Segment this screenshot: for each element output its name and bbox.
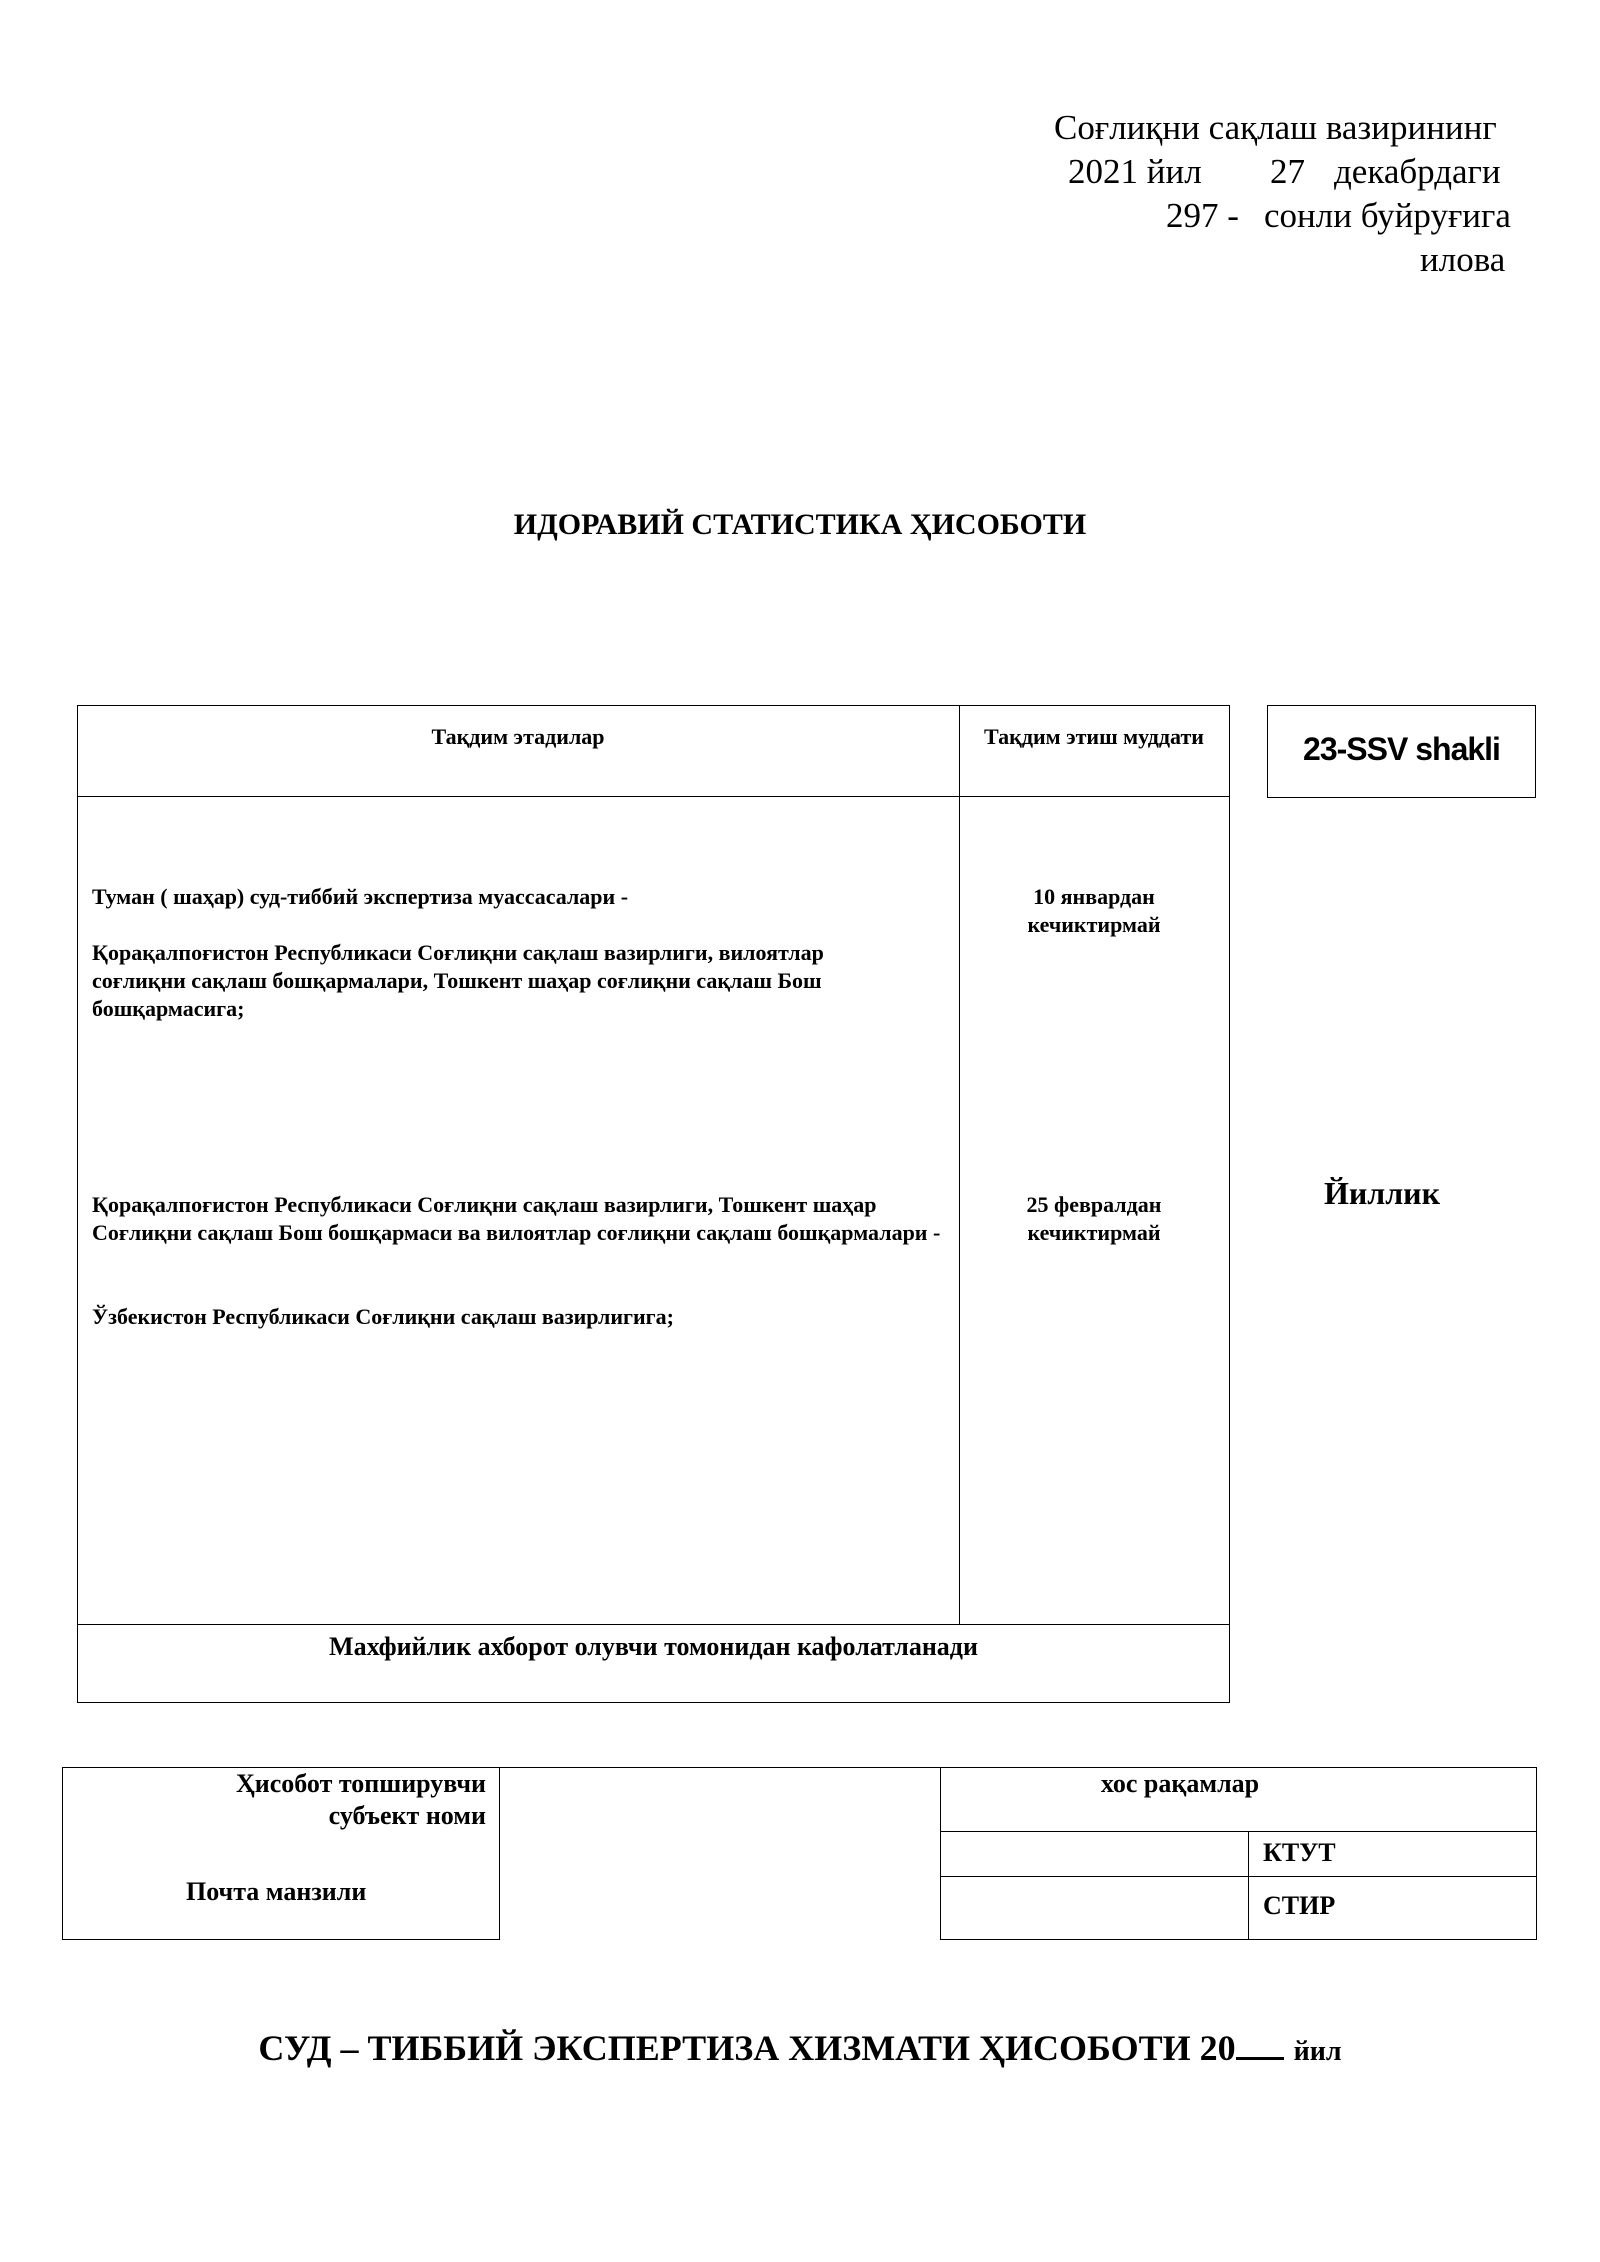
ktut-row-divider (940, 1876, 1537, 1877)
codes-column-divider (1248, 1831, 1249, 1940)
order-reference-year: 2021 йил (1068, 152, 1202, 191)
row2-recipient: Ўзбекистон Республикаси Соғлиқни сақлаш вазирлигига; (92, 1304, 674, 1329)
order-reference-annex: илова (1420, 240, 1506, 279)
row1-deadline-line2: кечиктирмай (1027, 912, 1161, 937)
subject-top-line (500, 1767, 941, 1768)
order-reference-month: декабрдаги (1334, 152, 1501, 191)
year-blank (1236, 2025, 1284, 2060)
confidentiality-note: Махфийлик ахборот олувчи томонидан кафолатланади (329, 1632, 978, 1661)
special-numbers-divider (940, 1831, 1537, 1832)
subject-name-label-line1: Ҳисобот топширувчи (235, 1769, 486, 1798)
table-header-divider (77, 796, 1230, 797)
row1-recipient: Қорақалпоғистон Республикаси Соғлиқни сақлаш вазирлиги, вилоятлар соғлиқни сақлаш бошқармалари, Тошкент шаҳар соғлиқни сақлаш Бош бошқармасига; (92, 940, 824, 1021)
ktut-label: КТУТ (1263, 1838, 1336, 1867)
header-submitters: Тақдим этадилар (431, 724, 605, 749)
bottom-title-text: СУД – ТИББИЙ ЭКСПЕРТИЗА ХИЗМАТИ ҲИСОБОТИ 20 (258, 2028, 1236, 2068)
order-reference-day: 27 (1270, 152, 1305, 191)
row2-submitter: Қорақалпоғистон Республикаси Соғлиқни сақлаш вазирлиги, Тошкент шаҳар Соғлиқни сақлаш Бош бошқармаси ва вилоятлар соғлиқни сақлаш бошқармалари - (92, 1192, 941, 1245)
row2-deadline-line1: 25 февралдан (1026, 1192, 1162, 1217)
row1-deadline-line1: 10 январдан (1033, 884, 1155, 909)
postal-address-label: Почта манзили (186, 1877, 367, 1906)
subject-name-label-line2: субъект номи (328, 1801, 486, 1830)
bottom-title-year-word: йил (1293, 2036, 1342, 2067)
bottom-report-title (0, 2025, 1600, 2069)
periodicity: Йиллик (1323, 1175, 1441, 1211)
order-reference-line1: Соғлиқни сақлаш вазирининг (1054, 108, 1497, 147)
table-column-divider (959, 705, 960, 1624)
stir-label: СТИР (1263, 1891, 1336, 1920)
table-footer-divider (77, 1624, 1230, 1625)
order-reference-number: 297 - (1166, 196, 1239, 235)
form-id: 23-SSV shakli (1303, 731, 1500, 767)
row2-deadline-line2: кечиктирмай (1027, 1220, 1161, 1245)
special-numbers-label: хос рақамлар (1100, 1769, 1260, 1798)
row1-submitter: Туман ( шаҳар) суд-тиббий экспертиза муассасалари - (92, 884, 629, 909)
order-reference-text: сонли буйруғига (1264, 196, 1511, 235)
report-title: ИДОРАВИЙ СТАТИСТИКА ҲИСОБОТИ (513, 508, 1087, 541)
header-deadline: Тақдим этиш муддати (984, 724, 1204, 749)
